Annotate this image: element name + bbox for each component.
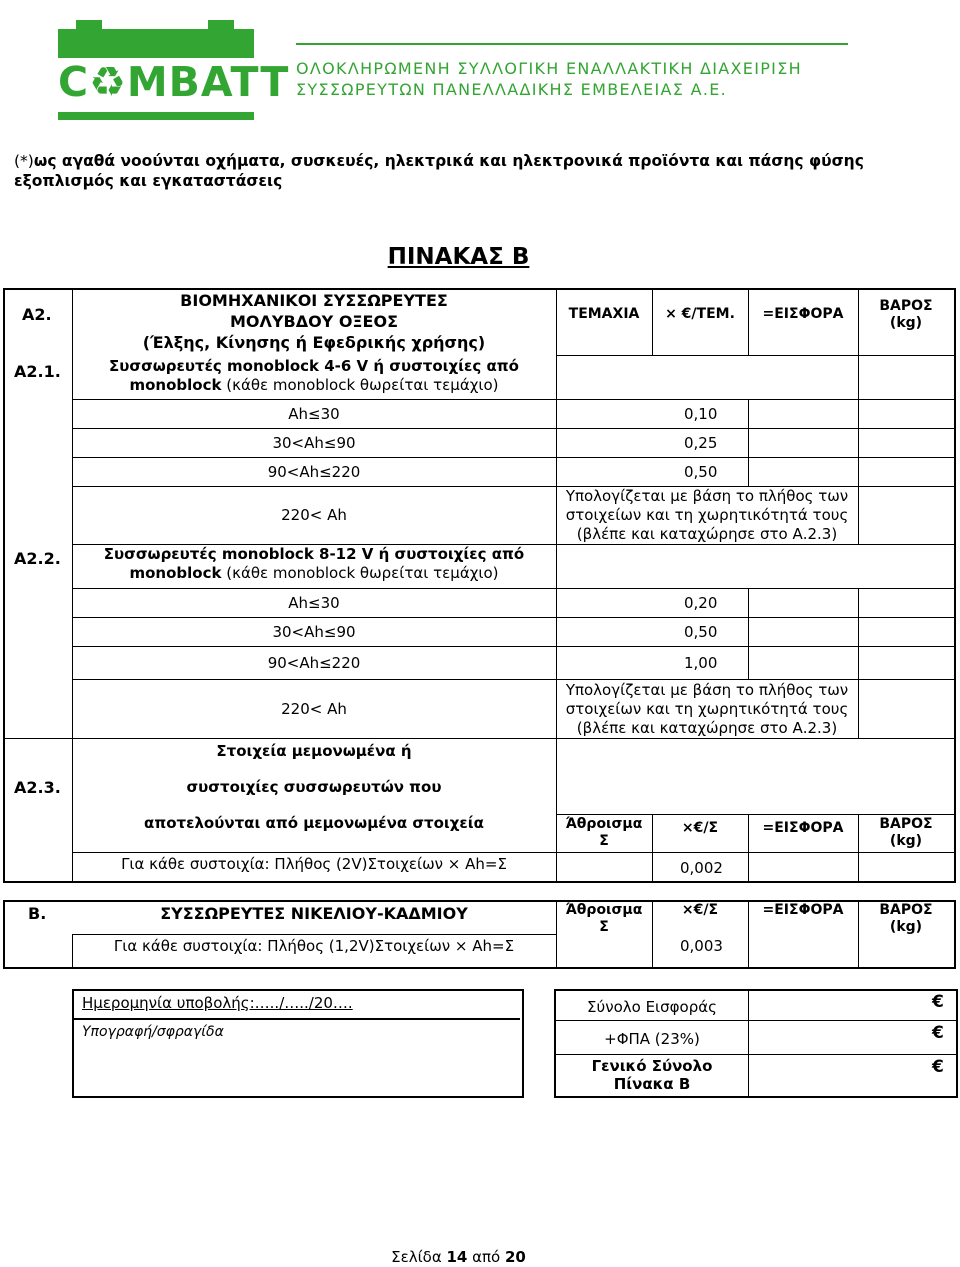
header-line-2: ΣΥΣΣΩΡΕΥΤΩΝ ΠΑΝΕΛΛΑΔΙΚΗΣ ΕΜΒΕΛΕΙΑΣ Α.Ε. bbox=[296, 80, 728, 99]
a23-desc-2: συστοιχίες συσσωρευτών που bbox=[186, 778, 442, 796]
a23-desc-3: αποτελούνται από μεμονωμένα στοιχεία bbox=[144, 814, 484, 832]
submission-date-field[interactable]: Ημερομηνία υποβολής:…../…../20…. bbox=[82, 994, 353, 1012]
a2-heading-2: ΜΟΛΥΒΔΟΥ ΟΞΕΟΣ bbox=[230, 312, 398, 331]
a23-col-weight-unit: (kg) bbox=[889, 833, 923, 849]
page-title: ΠΙΝΑΚΑΣ Β bbox=[387, 244, 530, 270]
a23-col-sum-symbol: Σ bbox=[599, 833, 609, 849]
a22-desc-1: Συσσωρευτές monoblock 8-12 V ή συστοιχίες από bbox=[103, 545, 525, 563]
code-a23: Α2.3. bbox=[14, 778, 61, 797]
b-formula: Για κάθε συστοιχία: Πλήθος (1,2V)Στοιχείων × Ah=Σ bbox=[113, 937, 515, 955]
col-weight: ΒΑΡΟΣ bbox=[879, 298, 933, 314]
code-a22: Α2.2. bbox=[14, 549, 61, 568]
col-weight-unit: (kg) bbox=[889, 315, 923, 331]
a22-note-2: στοιχείων και τη χωρητικότητά τους bbox=[565, 700, 849, 718]
a21-range-4: 220< Ah bbox=[281, 506, 347, 524]
grand-total-label: Γενικό Σύνολο bbox=[591, 1057, 713, 1075]
a22-value-1: 0,20 bbox=[684, 594, 718, 612]
a21-desc-2: monoblock (κάθε monoblock θωρείται τεμάχιο) bbox=[129, 376, 499, 394]
b-col-sum: Άθροισμα bbox=[565, 902, 643, 918]
b-col-contribution: =ΕΙΣΦΟΡΑ bbox=[762, 902, 844, 918]
b-col-weight: ΒΑΡΟΣ bbox=[879, 902, 933, 918]
a22-range-4: 220< Ah bbox=[281, 700, 347, 718]
a22-range-2: 30<Ah≤90 bbox=[272, 623, 356, 641]
b-col-weight-unit: (kg) bbox=[889, 919, 923, 935]
logo-battery-icon bbox=[58, 20, 254, 58]
a23-formula: Για κάθε συστοιχία: Πλήθος (2V)Στοιχείων × Ah=Σ bbox=[121, 855, 507, 873]
a21-range-1: Ah≤30 bbox=[288, 405, 340, 423]
b-value: 0,003 bbox=[680, 937, 723, 955]
a22-value-2: 0,50 bbox=[684, 623, 718, 641]
b-heading: ΣΥΣΣΩΡΕΥΤΕΣ ΝΙΚΕΛΙΟΥ-ΚΑΔΜΙΟΥ bbox=[160, 904, 468, 923]
vat-label: +ΦΠΑ (23%) bbox=[604, 1030, 700, 1048]
a21-value-2: 0,25 bbox=[684, 434, 718, 452]
a22-value-3: 1,00 bbox=[684, 654, 718, 672]
header-rule bbox=[296, 43, 848, 45]
a23-col-weight: ΒΑΡΟΣ bbox=[879, 816, 933, 832]
a23-value: 0,002 bbox=[680, 859, 723, 877]
a21-note-2: στοιχείων και τη χωρητικότητά τους bbox=[565, 506, 849, 524]
a23-col-price: ×€/Σ bbox=[681, 820, 719, 836]
subtotal-label: Σύνολο Εισφοράς bbox=[587, 998, 717, 1016]
signature-stamp-field[interactable]: Υπογραφή/σφραγίδα bbox=[82, 1024, 224, 1040]
col-pieces: ΤΕΜΑΧΙΑ bbox=[568, 306, 640, 322]
footnote-line-1: (*)ως αγαθά νοούνται οχήματα, συσκευές, ηλεκτρικά και ηλεκτρονικά προϊόντα και πάσης φύσης bbox=[14, 152, 864, 170]
col-contribution: =ΕΙΣΦΟΡΑ bbox=[762, 306, 844, 322]
a22-range-1: Ah≤30 bbox=[288, 594, 340, 612]
a22-desc-2: monoblock (κάθε monoblock θωρείται τεμάχιο) bbox=[129, 564, 499, 582]
a23-desc-1: Στοιχεία μεμονωμένα ή bbox=[216, 742, 412, 760]
a21-note-3: (βλέπε και καταχώρησε στο Α.2.3) bbox=[576, 525, 838, 543]
page-number: Σελίδα 14 από 20 bbox=[391, 1248, 526, 1266]
a21-desc-1: Συσσωρευτές monoblock 4-6 V ή συστοιχίες από bbox=[109, 357, 519, 375]
brand-logo-text: C♻MBATT bbox=[58, 58, 290, 106]
a21-note-1: Υπολογίζεται με βάση το πλήθος των bbox=[565, 487, 849, 505]
a2-heading-3: (Έλξης, Κίνησης ή Εφεδρικής χρήσης) bbox=[142, 333, 486, 352]
code-a2: Α2. bbox=[22, 305, 52, 324]
grand-total-label-2: Πίνακα Β bbox=[613, 1075, 691, 1093]
a23-col-contribution: =ΕΙΣΦΟΡΑ bbox=[762, 820, 844, 836]
footnote-line-2: εξοπλισμός και εγκαταστάσεις bbox=[14, 172, 283, 190]
subtotal-currency: € bbox=[932, 992, 944, 1012]
b-col-price: ×€/Σ bbox=[681, 902, 719, 918]
a22-note-3: (βλέπε και καταχώρησε στο Α.2.3) bbox=[576, 719, 838, 737]
a21-range-2: 30<Ah≤90 bbox=[272, 434, 356, 452]
b-col-sum-symbol: Σ bbox=[599, 919, 609, 935]
a21-range-3: 90<Ah≤220 bbox=[267, 463, 361, 481]
grand-total-currency: € bbox=[932, 1057, 944, 1077]
col-price: × €/ΤΕΜ. bbox=[665, 306, 735, 322]
logo-bar bbox=[58, 112, 254, 120]
a22-note-1: Υπολογίζεται με βάση το πλήθος των bbox=[565, 681, 849, 699]
a21-value-3: 0,50 bbox=[684, 463, 718, 481]
code-b: Β. bbox=[28, 904, 47, 923]
code-a21: Α2.1. bbox=[14, 362, 61, 381]
a22-range-3: 90<Ah≤220 bbox=[267, 654, 361, 672]
a2-heading-1: ΒΙΟΜΗΧΑΝΙΚΟΙ ΣΥΣΣΩΡΕΥΤΕΣ bbox=[180, 291, 448, 310]
vat-currency: € bbox=[932, 1023, 944, 1043]
a21-value-1: 0,10 bbox=[684, 405, 718, 423]
header-line-1: ΟΛΟΚΛΗΡΩΜΕΝΗ ΣΥΛΛΟΓΙΚΗ ΕΝΑΛΛΑΚΤΙΚΗ ΔΙΑΧΕΙΡΙΣΗ bbox=[296, 59, 802, 78]
a23-col-sum: Άθροισμα bbox=[565, 816, 643, 832]
